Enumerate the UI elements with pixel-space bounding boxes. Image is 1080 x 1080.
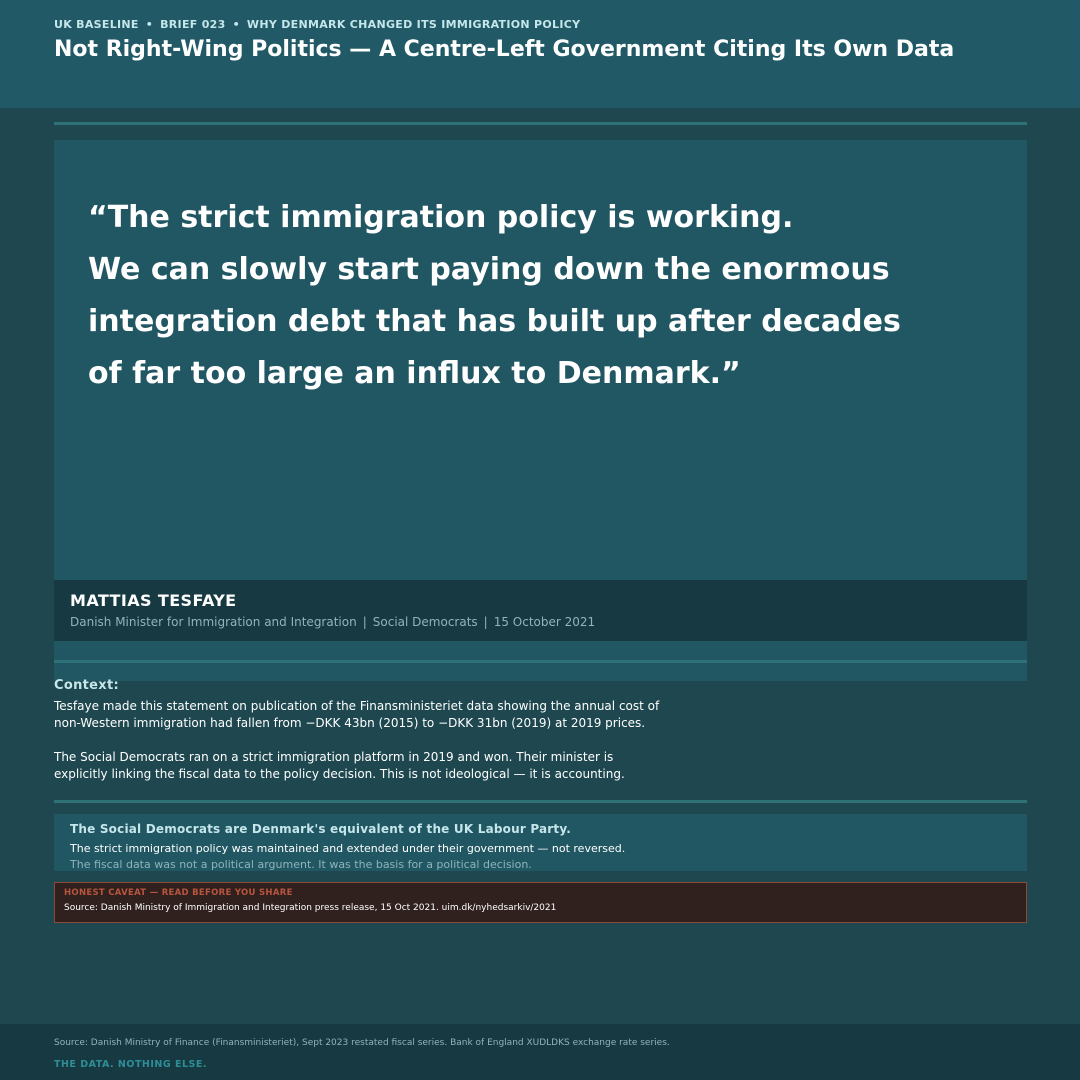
context-line: explicitly linking the fiscal data to the policy decision. This is not ideological — it is accounting. bbox=[54, 767, 625, 781]
quote-line: integration debt that has built up after decades bbox=[88, 304, 901, 339]
context-paragraph bbox=[54, 698, 734, 732]
footer-band bbox=[0, 1024, 1080, 1080]
callout-line-muted: The fiscal data was not a political argument. It was the basis for a political decision. bbox=[70, 858, 532, 871]
context-label: Context: bbox=[54, 678, 119, 693]
context-line: non-Western immigration had fallen from −DKK 43bn (2015) to −DKK 31bn (2019) at 2019 prices. bbox=[54, 716, 646, 730]
header-band bbox=[0, 0, 1080, 108]
speaker-party: Social Democrats bbox=[372, 615, 478, 629]
callout-line: The strict immigration policy was maintained and extended under their government — not reversed. bbox=[70, 842, 626, 855]
quote-line: We can slowly start paying down the enormous bbox=[88, 252, 890, 287]
divider-mid bbox=[54, 660, 1027, 663]
detail-separator: | bbox=[483, 615, 488, 629]
speaker-name: MATTIAS TESFAYE bbox=[70, 591, 237, 610]
context-line: The Social Democrats ran on a strict immigration platform in 2019 and won. Their minister is bbox=[54, 750, 614, 764]
divider-top bbox=[54, 122, 1027, 125]
speaker-details bbox=[70, 615, 595, 629]
callout-title: The Social Democrats are Denmark's equivalent of the UK Labour Party. bbox=[70, 822, 572, 836]
page-title: Not Right-Wing Politics — A Centre-Left Government Citing Its Own Data bbox=[54, 37, 955, 62]
quote-panel bbox=[54, 140, 1027, 580]
speaker-role: Danish Minister for Immigration and Integration bbox=[70, 615, 357, 629]
kicker-brief: BRIEF 023 bbox=[160, 18, 226, 31]
attribution-band bbox=[54, 580, 1027, 641]
quote-line: of far too large an influx to Denmark.” bbox=[88, 356, 741, 391]
kicker-brand: UK BASELINE bbox=[54, 18, 139, 31]
context-paragraph bbox=[54, 749, 734, 783]
kicker-separator: • bbox=[232, 18, 240, 31]
divider-lower bbox=[54, 800, 1027, 803]
kicker bbox=[54, 18, 580, 31]
quote-line: “The strict immigration policy is working. bbox=[88, 200, 794, 235]
detail-separator: | bbox=[362, 615, 367, 629]
callout-box bbox=[54, 814, 1027, 871]
footer-source: Source: Danish Ministry of Finance (Finansministeriet), Sept 2023 restated fiscal series. Bank of England XUDLDKS exchange rate series. bbox=[54, 1038, 670, 1048]
statement-date: 15 October 2021 bbox=[493, 615, 596, 629]
context-line: Tesfaye made this statement on publication of the Finansministeriet data showing the annual cost of bbox=[54, 699, 660, 713]
caveat-box bbox=[54, 882, 1027, 923]
caveat-title: HONEST CAVEAT — READ BEFORE YOU SHARE bbox=[64, 888, 293, 898]
kicker-topic: WHY DENMARK CHANGED ITS IMMIGRATION POLICY bbox=[246, 18, 581, 31]
kicker-separator: • bbox=[145, 18, 154, 31]
context-section bbox=[54, 678, 734, 783]
footer-tagline: THE DATA. NOTHING ELSE. bbox=[54, 1059, 207, 1070]
caveat-text: Source: Danish Ministry of Immigration and Integration press release, 15 Oct 2021. uim.dk/nyhedsarkiv/2021 bbox=[64, 903, 557, 913]
quote-text bbox=[88, 192, 988, 400]
